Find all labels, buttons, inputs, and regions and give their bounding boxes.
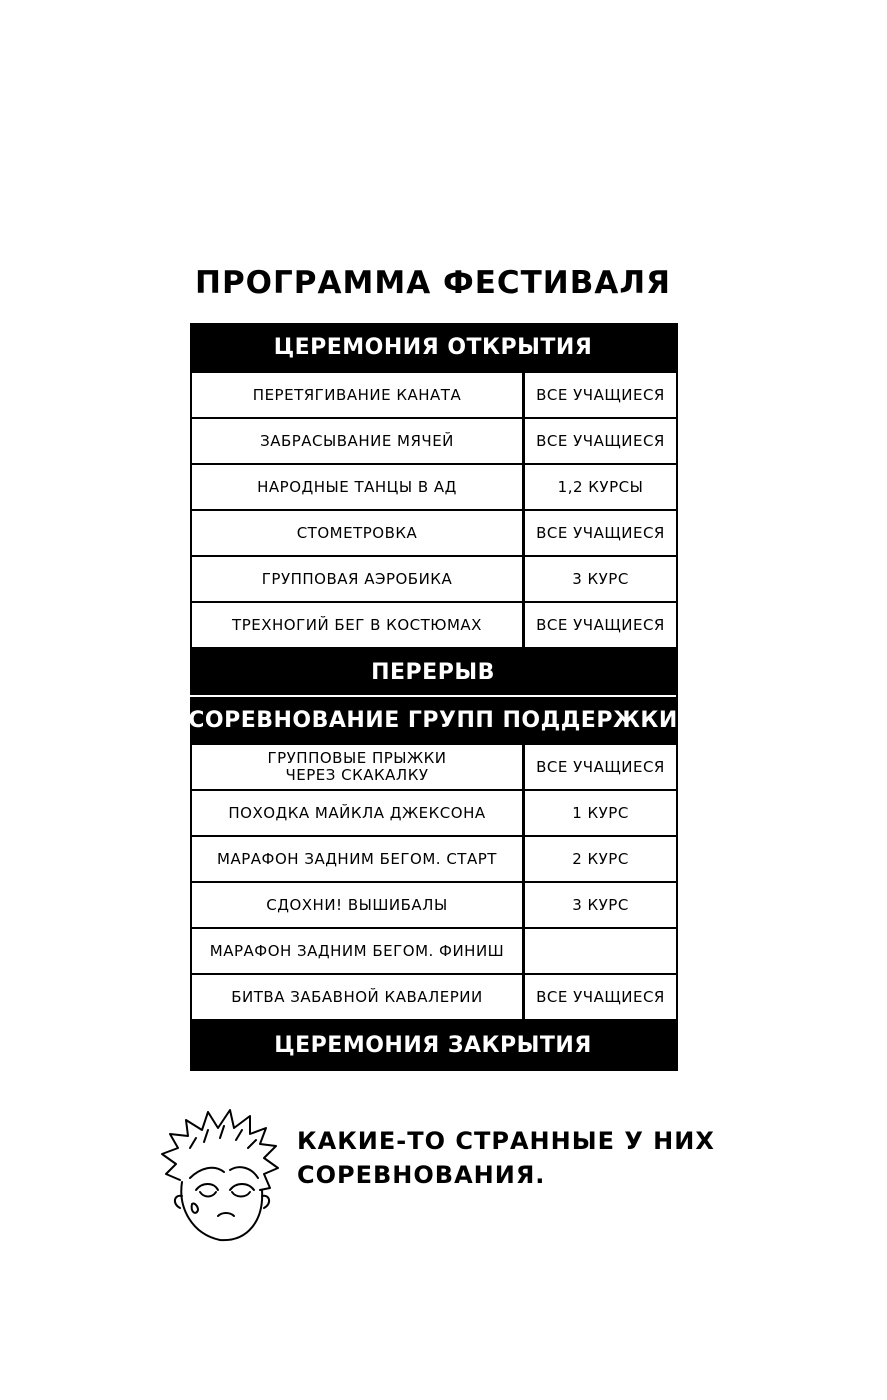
table-row [192, 511, 676, 555]
break-header: ПЕРЕРЫВ [371, 659, 495, 685]
event-name-line: ГРУППОВЫЕ ПРЫЖКИ [267, 749, 447, 767]
event-participants: ВСЕ УЧАЩИЕСЯ [525, 975, 676, 1019]
event-name: ПЕРЕТЯГИВАНИЕ КАНАТА [192, 373, 522, 417]
event-name-line: ЧЕРЕЗ СКАКАЛКУ [285, 766, 429, 784]
table-row [192, 603, 676, 647]
table-row [192, 465, 676, 509]
opening-ceremony-header: ЦЕРЕМОНИЯ ОТКРЫТИЯ [273, 334, 593, 360]
event-participants: 2 КУРС [525, 837, 676, 881]
event-participants: ВСЕ УЧАЩИЕСЯ [525, 373, 676, 417]
table-row [192, 837, 676, 881]
table-row [192, 745, 676, 789]
event-name: ЗАБРАСЫВАНИЕ МЯЧЕЙ [192, 419, 522, 463]
event-name: НАРОДНЫЕ ТАНЦЫ В АД [192, 465, 522, 509]
event-name: БИТВА ЗАБАВНОЙ КАВАЛЕРИИ [192, 975, 522, 1019]
event-participants: 3 КУРС [525, 557, 676, 601]
event-participants [525, 929, 676, 973]
comment-line: СОРЕВНОВАНИЯ. [297, 1161, 546, 1189]
table-row [192, 929, 676, 973]
event-participants: ВСЕ УЧАЩИЕСЯ [525, 511, 676, 555]
event-participants: ВСЕ УЧАЩИЕСЯ [525, 419, 676, 463]
event-participants: ВСЕ УЧАЩИЕСЯ [525, 745, 676, 789]
event-participants: 1,2 КУРСЫ [525, 465, 676, 509]
character-comment [297, 1124, 715, 1192]
event-name: МАРАФОН ЗАДНИМ БЕГОМ. СТАРТ [192, 837, 522, 881]
closing-ceremony-header: ЦЕРЕМОНИЯ ЗАКРЫТИЯ [274, 1032, 592, 1058]
event-participants: ВСЕ УЧАЩИЕСЯ [525, 603, 676, 647]
table-row [192, 791, 676, 835]
event-name: ГРУППОВАЯ АЭРОБИКА [192, 557, 522, 601]
event-name: СТОМЕТРОВКА [192, 511, 522, 555]
table-row [192, 419, 676, 463]
cheer-competition-header: СОРЕВНОВАНИЕ ГРУПП ПОДДЕРЖКИ [190, 695, 676, 743]
event-name: ПОХОДКА МАЙКЛА ДЖЕКСОНА [192, 791, 522, 835]
table-row [192, 557, 676, 601]
table-row [192, 373, 676, 417]
festival-program-table [190, 323, 678, 1071]
event-name: МАРАФОН ЗАДНИМ БЕГОМ. ФИНИШ [192, 929, 522, 973]
table-row [192, 883, 676, 927]
event-name: ТРЕХНОГИЙ БЕГ В КОСТЮМАХ [192, 603, 522, 647]
page-title: ПРОГРАММА ФЕСТИВАЛЯ [195, 265, 671, 301]
event-participants: 3 КУРС [525, 883, 676, 927]
chibi-character-illustration [160, 1108, 282, 1248]
event-name [192, 745, 522, 789]
comment-line: КАКИЕ-ТО СТРАННЫЕ У НИХ [297, 1127, 715, 1155]
event-name: СДОХНИ! ВЫШИБАЛЫ [192, 883, 522, 927]
table-row [192, 975, 676, 1019]
event-participants: 1 КУРС [525, 791, 676, 835]
